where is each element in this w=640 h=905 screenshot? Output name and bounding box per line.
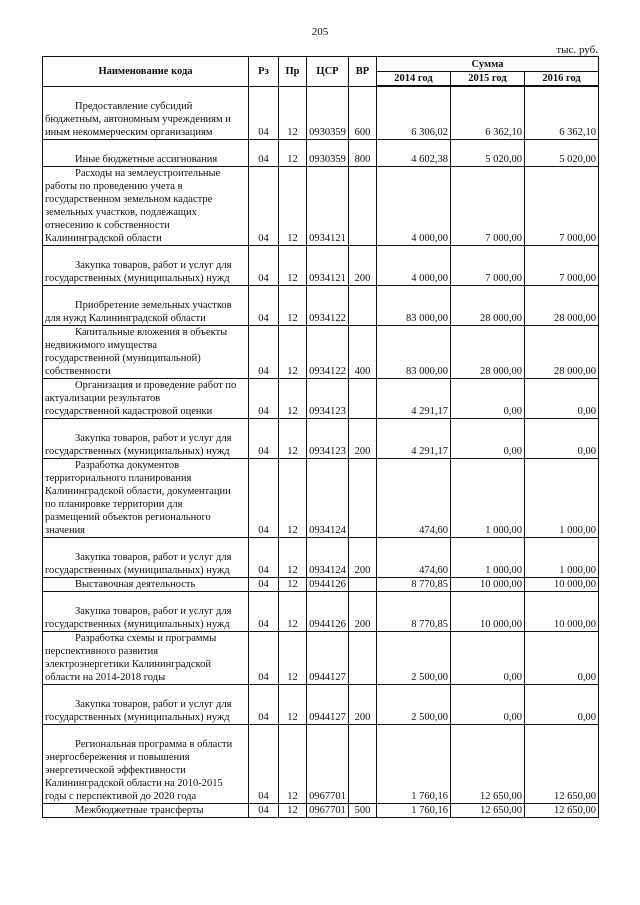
- cell-rz: 04: [249, 803, 279, 817]
- cell-vr: 500: [349, 803, 377, 817]
- cell-pr: 12: [279, 458, 307, 537]
- row-name-line: земельных участков, подлежащих: [45, 206, 197, 218]
- cell-pr: 12: [279, 803, 307, 817]
- table-row: [43, 631, 599, 684]
- cell-y2014: 4 291,17: [377, 418, 451, 458]
- cell-vr: 200: [349, 591, 377, 631]
- row-name: [43, 803, 249, 817]
- cell-vr: 200: [349, 245, 377, 285]
- row-name-line: государственной кадастровой оценки: [45, 405, 213, 417]
- row-name: [43, 325, 249, 378]
- row-name-line: [45, 87, 246, 100]
- row-name-line: Закупка товаров, работ и услуг для: [75, 605, 232, 617]
- cell-pr: 12: [279, 631, 307, 684]
- row-name-line: недвижимого имущества: [45, 339, 157, 351]
- cell-y2014: 4 602,38: [377, 139, 451, 166]
- row-name-line: иным некоммерческим организациям: [45, 126, 213, 138]
- row-name-line: [45, 592, 246, 605]
- cell-y2015: 28 000,00: [451, 325, 525, 378]
- row-name-line: Калининградской области: [45, 232, 162, 244]
- cell-y2016: 0,00: [525, 378, 599, 418]
- row-name-line: собственности: [45, 365, 111, 377]
- cell-y2016: 0,00: [525, 631, 599, 684]
- row-name-line: Разработка схемы и программы: [75, 632, 217, 644]
- table-row: [43, 591, 599, 631]
- row-name-line: [45, 725, 246, 738]
- row-name: [43, 458, 249, 537]
- row-name-line: Закупка товаров, работ и услуг для: [75, 259, 232, 271]
- row-name-line: государственном земельном кадастре: [45, 193, 213, 205]
- row-name-line: бюджетным, автономным учреждениям и: [45, 113, 231, 125]
- row-name-line: [45, 419, 246, 432]
- cell-y2016: 6 362,10: [525, 86, 599, 139]
- cell-pr: 12: [279, 418, 307, 458]
- row-name-line: по планировке территории для: [45, 498, 183, 510]
- cell-y2014: 2 500,00: [377, 631, 451, 684]
- cell-rz: 04: [249, 285, 279, 325]
- header-rz: Рз: [249, 57, 279, 87]
- table-row: [43, 378, 599, 418]
- cell-y2016: 5 020,00: [525, 139, 599, 166]
- header-vr: ВР: [349, 57, 377, 87]
- row-name-line: перспективного развития: [45, 645, 159, 657]
- header-year-2016: 2016 год: [525, 72, 599, 87]
- row-name-line: Закупка товаров, работ и услуг для: [75, 698, 232, 710]
- table-body: [43, 86, 599, 817]
- cell-rz: 04: [249, 418, 279, 458]
- cell-csr: 0944126: [307, 577, 349, 591]
- row-name-line: государственных (муниципальных) нужд: [45, 272, 230, 284]
- cell-rz: 04: [249, 325, 279, 378]
- row-name-line: [45, 286, 246, 299]
- cell-y2015: 7 000,00: [451, 166, 525, 245]
- table-row: [43, 684, 599, 724]
- cell-y2016: 1 000,00: [525, 458, 599, 537]
- header-name: Наименование кода: [43, 57, 249, 87]
- table-row: [43, 537, 599, 577]
- cell-rz: 04: [249, 86, 279, 139]
- cell-rz: 04: [249, 166, 279, 245]
- table-row: [43, 245, 599, 285]
- cell-pr: 12: [279, 378, 307, 418]
- cell-y2016: 28 000,00: [525, 325, 599, 378]
- cell-y2015: 0,00: [451, 684, 525, 724]
- row-name: [43, 577, 249, 591]
- cell-y2014: 4 000,00: [377, 245, 451, 285]
- cell-vr: [349, 378, 377, 418]
- cell-vr: [349, 631, 377, 684]
- cell-vr: [349, 724, 377, 803]
- row-name: [43, 537, 249, 577]
- row-name-line: электроэнергетики Калининградской: [45, 658, 211, 670]
- cell-y2014: 474,60: [377, 537, 451, 577]
- cell-y2014: 6 306,02: [377, 86, 451, 139]
- cell-y2015: 1 000,00: [451, 458, 525, 537]
- cell-y2016: 7 000,00: [525, 166, 599, 245]
- row-name-line: [45, 246, 246, 259]
- cell-y2016: 28 000,00: [525, 285, 599, 325]
- cell-csr: 0934123: [307, 378, 349, 418]
- cell-csr: 0967701: [307, 803, 349, 817]
- row-name-line: Организация и проведение работ по: [75, 379, 237, 391]
- row-name-line: годы с перспективой до 2020 года: [45, 790, 197, 802]
- table-row: [43, 325, 599, 378]
- cell-vr: 200: [349, 537, 377, 577]
- cell-y2014: 8 770,85: [377, 577, 451, 591]
- cell-pr: 12: [279, 577, 307, 591]
- cell-vr: 200: [349, 684, 377, 724]
- cell-y2014: 83 000,00: [377, 285, 451, 325]
- cell-rz: 04: [249, 724, 279, 803]
- row-name: [43, 684, 249, 724]
- cell-csr: 0930359: [307, 139, 349, 166]
- cell-y2014: 1 760,16: [377, 803, 451, 817]
- cell-y2015: 0,00: [451, 418, 525, 458]
- cell-pr: 12: [279, 684, 307, 724]
- row-name-line: государственных (муниципальных) нужд: [45, 564, 230, 576]
- table-row: [43, 724, 599, 803]
- cell-y2015: 6 362,10: [451, 86, 525, 139]
- cell-rz: 04: [249, 245, 279, 285]
- row-name: [43, 724, 249, 803]
- cell-pr: 12: [279, 139, 307, 166]
- row-name-line: энергетической эффективности: [45, 764, 186, 776]
- row-name: [43, 631, 249, 684]
- row-name-line: Закупка товаров, работ и услуг для: [75, 432, 232, 444]
- units-label: тыс. руб.: [556, 44, 598, 56]
- cell-csr: 0944126: [307, 591, 349, 631]
- row-name-line: значения: [45, 524, 86, 536]
- cell-y2015: 0,00: [451, 631, 525, 684]
- header-csr: ЦСР: [307, 57, 349, 87]
- row-name-line: Межбюджетные трансферты: [75, 804, 204, 816]
- cell-pr: 12: [279, 724, 307, 803]
- row-name: [43, 245, 249, 285]
- row-name-line: государственных (муниципальных) нужд: [45, 445, 230, 457]
- row-name-line: Выставочная деятельность: [75, 578, 196, 590]
- cell-y2015: 28 000,00: [451, 285, 525, 325]
- row-name-line: [45, 685, 246, 698]
- row-name-line: отнесению к собственности: [45, 219, 170, 231]
- row-name-line: Расходы на землеустроительные: [75, 167, 221, 179]
- cell-rz: 04: [249, 378, 279, 418]
- cell-rz: 04: [249, 684, 279, 724]
- row-name-line: Региональная программа в области: [75, 738, 233, 750]
- cell-rz: 04: [249, 537, 279, 577]
- table-row: [43, 577, 599, 591]
- row-name-line: Приобретение земельных участков: [75, 299, 232, 311]
- row-name-line: Калининградской области, документации: [45, 485, 231, 497]
- row-name-line: Закупка товаров, работ и услуг для: [75, 551, 232, 563]
- cell-vr: 400: [349, 325, 377, 378]
- cell-y2015: 7 000,00: [451, 245, 525, 285]
- cell-y2015: 1 000,00: [451, 537, 525, 577]
- cell-y2015: 5 020,00: [451, 139, 525, 166]
- row-name: [43, 378, 249, 418]
- cell-csr: 0934124: [307, 458, 349, 537]
- row-name-line: работы по проведению учета в: [45, 180, 183, 192]
- cell-y2014: 474,60: [377, 458, 451, 537]
- row-name-line: энергосбережения и повышения: [45, 751, 190, 763]
- table-row: [43, 86, 599, 139]
- cell-y2016: 12 650,00: [525, 803, 599, 817]
- cell-vr: [349, 577, 377, 591]
- table-row: [43, 458, 599, 537]
- header-sum: Сумма: [377, 57, 599, 72]
- cell-y2016: 0,00: [525, 418, 599, 458]
- cell-csr: 0967701: [307, 724, 349, 803]
- row-name: [43, 166, 249, 245]
- row-name: [43, 139, 249, 166]
- cell-rz: 04: [249, 631, 279, 684]
- row-name-line: государственных (муниципальных) нужд: [45, 711, 230, 723]
- cell-y2014: 8 770,85: [377, 591, 451, 631]
- row-name: [43, 86, 249, 139]
- page-number: 205: [311, 26, 329, 38]
- cell-y2014: 83 000,00: [377, 325, 451, 378]
- row-name-line: для нужд Калининградской области: [45, 312, 206, 324]
- table-row: [43, 166, 599, 245]
- row-name-line: [45, 140, 246, 153]
- table-row: [43, 139, 599, 166]
- cell-y2016: 12 650,00: [525, 724, 599, 803]
- cell-y2014: 4 000,00: [377, 166, 451, 245]
- cell-y2016: 10 000,00: [525, 577, 599, 591]
- cell-rz: 04: [249, 577, 279, 591]
- cell-pr: 12: [279, 86, 307, 139]
- row-name-line: государственных (муниципальных) нужд: [45, 618, 230, 630]
- cell-csr: 0944127: [307, 684, 349, 724]
- cell-pr: 12: [279, 166, 307, 245]
- cell-vr: 200: [349, 418, 377, 458]
- table-row: [43, 803, 599, 817]
- row-name: [43, 418, 249, 458]
- row-name-line: Капитальные вложения в объекты: [75, 326, 228, 338]
- cell-vr: [349, 166, 377, 245]
- cell-y2014: 4 291,17: [377, 378, 451, 418]
- table-row: [43, 285, 599, 325]
- header-year-2015: 2015 год: [451, 72, 525, 87]
- cell-vr: [349, 285, 377, 325]
- table-row: [43, 418, 599, 458]
- row-name: [43, 285, 249, 325]
- cell-rz: 04: [249, 591, 279, 631]
- cell-y2016: 10 000,00: [525, 591, 599, 631]
- cell-vr: 600: [349, 86, 377, 139]
- cell-y2014: 1 760,16: [377, 724, 451, 803]
- budget-table: [42, 56, 599, 818]
- row-name-line: Калининградской области на 2010-2015: [45, 777, 223, 789]
- row-name-line: размещений объектов регионального: [45, 511, 211, 523]
- cell-y2015: 10 000,00: [451, 591, 525, 631]
- cell-csr: 0934122: [307, 285, 349, 325]
- cell-csr: 0944127: [307, 631, 349, 684]
- cell-csr: 0934123: [307, 418, 349, 458]
- cell-csr: 0934121: [307, 166, 349, 245]
- cell-pr: 12: [279, 285, 307, 325]
- row-name-line: Предоставление субсидий: [75, 100, 193, 112]
- cell-rz: 04: [249, 458, 279, 537]
- row-name-line: Иные бюджетные ассигнования: [75, 153, 218, 165]
- header-pr: Пр: [279, 57, 307, 87]
- cell-y2015: 10 000,00: [451, 577, 525, 591]
- header-year-2014: 2014 год: [377, 72, 451, 87]
- cell-y2014: 2 500,00: [377, 684, 451, 724]
- cell-csr: 0934122: [307, 325, 349, 378]
- row-name: [43, 591, 249, 631]
- cell-pr: 12: [279, 245, 307, 285]
- cell-y2016: 7 000,00: [525, 245, 599, 285]
- cell-y2015: 0,00: [451, 378, 525, 418]
- cell-pr: 12: [279, 325, 307, 378]
- row-name-line: территориального планирования: [45, 472, 192, 484]
- row-name-line: актуализации результатов: [45, 392, 161, 404]
- cell-pr: 12: [279, 591, 307, 631]
- row-name-line: государственной (муниципальной): [45, 352, 201, 364]
- cell-vr: [349, 458, 377, 537]
- cell-y2015: 12 650,00: [451, 724, 525, 803]
- cell-csr: 0934121: [307, 245, 349, 285]
- cell-csr: 0930359: [307, 86, 349, 139]
- row-name-line: области на 2014-2018 годы: [45, 671, 166, 683]
- cell-vr: 800: [349, 139, 377, 166]
- row-name-line: Разработка документов: [75, 459, 180, 471]
- cell-csr: 0934124: [307, 537, 349, 577]
- cell-y2016: 0,00: [525, 684, 599, 724]
- cell-y2015: 12 650,00: [451, 803, 525, 817]
- row-name-line: [45, 538, 246, 551]
- cell-pr: 12: [279, 537, 307, 577]
- cell-rz: 04: [249, 139, 279, 166]
- cell-y2016: 1 000,00: [525, 537, 599, 577]
